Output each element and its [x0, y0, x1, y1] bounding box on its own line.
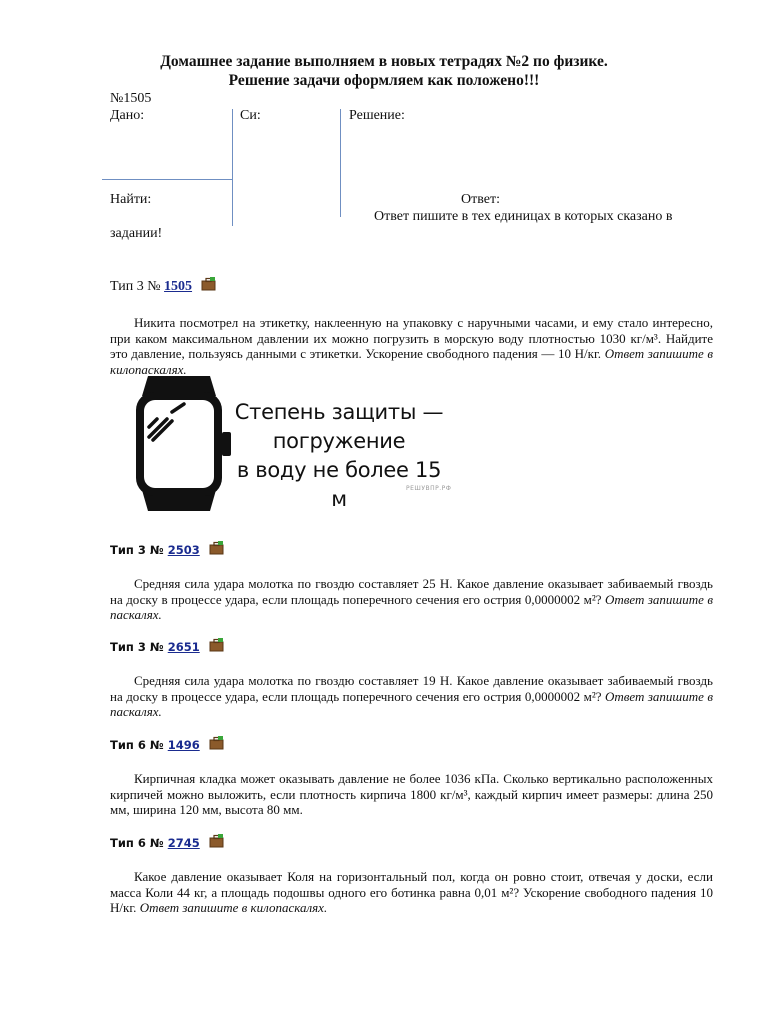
- table-divider-left: [232, 109, 233, 226]
- answer-label: Ответ:: [461, 192, 500, 207]
- task-number-link[interactable]: 1505: [164, 279, 193, 294]
- watch-label-image: [130, 374, 450, 514]
- task-text: Какое давление оказывает Коля на горизонтальный пол, когда он ровно стоит, отвечая у доски, если масса Коли 44 кг, а площадь подошвы одного его ботинка равна 0,01 м²? Ускорение свободного падения 10 Н/кг. Ответ запишите в килопаскалях.: [110, 869, 713, 915]
- task-header: [110, 638, 224, 655]
- task-type: Тип 6 №: [110, 738, 164, 752]
- page-title-line1: Домашнее задание выполняем в новых тетрадях №2 по физике.: [160, 53, 608, 70]
- given-label: Дано:: [110, 108, 145, 123]
- label-line2: погружение: [272, 429, 406, 453]
- task-header: [110, 541, 224, 558]
- label-line3: в воду не более 15 м: [236, 458, 442, 511]
- task-header: [110, 736, 224, 753]
- answer-note: Ответ пишите в тех единицах в которых сказано в: [374, 209, 673, 224]
- smartwatch-icon: [130, 374, 234, 514]
- task-answer-note: Ответ запишите в паскалях.: [110, 688, 714, 719]
- briefcase-icon[interactable]: [209, 834, 224, 851]
- task-number-link[interactable]: 1496: [167, 738, 200, 752]
- watermark: РЕШУВПР.РФ: [406, 485, 452, 492]
- task-type: Тип 3 №: [110, 543, 164, 557]
- page-title-line2: Решение задачи оформляем как положено!!!: [228, 72, 540, 89]
- briefcase-icon[interactable]: [209, 638, 224, 655]
- solution-label: Решение:: [349, 108, 405, 123]
- task-answer-note: Ответ запишите в килопаскалях.: [139, 900, 328, 915]
- task-header: [110, 834, 224, 851]
- task-answer-note: Ответ запишите в килопаскалях.: [110, 346, 714, 377]
- task-text: Средняя сила удара молотка по гвоздю составляет 25 Н. Какое давление оказывает забиваемый гвоздь на доску в процессе удара, если площадь поперечного сечения его острия 0,0000002 м²? Ответ запишите в паскалях.: [110, 576, 714, 622]
- task-text: Средняя сила удара молотка по гвоздю составляет 19 Н. Какое давление оказывает забиваемый гвоздь на доску в процессе удара, если площадь поперечного сечения его острия 0,0000002 м²? Ответ запишите в паскалях.: [110, 673, 714, 719]
- task-number-link[interactable]: 2745: [167, 836, 200, 850]
- task-text: Никита посмотрел на этикетку, наклеенную на упаковку с наручными часами, и ему стало интересно, при каком максимальном давлении их можно погрузить в морскую воду плотностью 1030 кг/м³. Найдите это давление, пользуясь данными с этикетки. Ускорение свободного падения — 10 Н/кг. Ответ запишите в килопаскалях.: [110, 315, 714, 377]
- find-label: Найти:: [110, 192, 152, 207]
- briefcase-icon[interactable]: [201, 277, 216, 296]
- task-number-link[interactable]: 2503: [167, 543, 200, 557]
- briefcase-icon[interactable]: [209, 736, 224, 753]
- label-line1: Степень защиты —: [234, 400, 444, 424]
- given-divider: [102, 179, 233, 180]
- task-type: Тип 3 №: [110, 640, 164, 654]
- answer-note-continued: задании!: [110, 226, 163, 241]
- task-text: Кирпичная кладка может оказывать давление не более 1036 кПа. Сколько вертикально расположенных кирпичей можно выложить, если плотность кирпича 1800 кг/м³, каждый кирпич имеет размеры: длина 250 мм, ширина 120 мм, высота 80 мм.: [110, 771, 713, 817]
- si-label: Си:: [240, 108, 261, 123]
- task-answer-note: Ответ запишите в паскалях.: [110, 591, 714, 622]
- table-divider-right: [340, 109, 341, 217]
- task-header: [110, 277, 216, 296]
- briefcase-icon[interactable]: [209, 541, 224, 558]
- task-type: Тип 6 №: [110, 836, 164, 850]
- task-type: Тип 3 №: [110, 279, 161, 294]
- problem-number: №1505: [110, 91, 152, 106]
- task-number-link[interactable]: 2651: [167, 640, 200, 654]
